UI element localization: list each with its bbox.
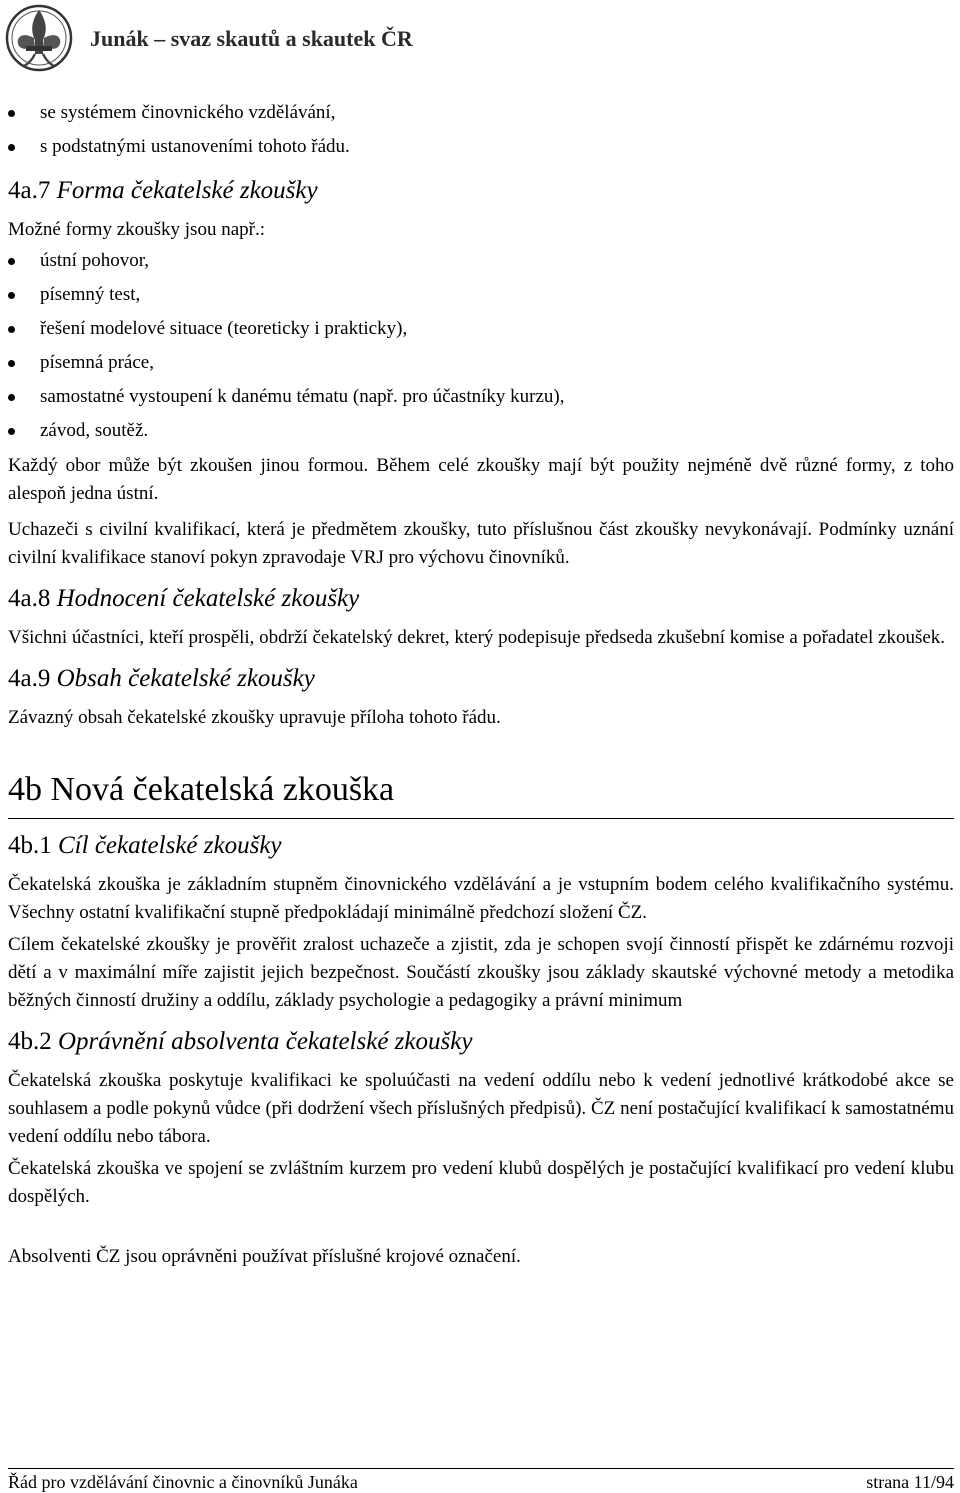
paragraph: Uchazeči s civilní kvalifikací, která je předmětem zkoušky, tuto příslušnou část zkoušky nevykonávají. Podmínky uznání civilní kvalifikace stanoví pokyn zpravodaje VRJ pro výchovu činovníků. [8,519,954,568]
spacer [8,1219,954,1239]
bullet-list-2 [8,244,954,448]
section-heading-4b1 [8,829,954,863]
list-item: závod, soutěž. [8,414,954,448]
list-item: písemná práce, [8,346,954,380]
paragraph: Závazný obsah čekatelské zkoušky upravuje příloha tohoto řádu. [8,707,501,728]
section-number: 4b.2 [8,1028,52,1055]
section-number: 4a.9 [8,665,51,692]
list-item: ústní pohovor, [8,244,954,278]
page-number: strana 11/94 [866,1472,954,1492]
paragraph: Všichni účastníci, kteří prospěli, obdrží čekatelský dekret, který podepisuje předseda zkušební komise a pořadatel zkoušek. [8,627,946,648]
fleur-de-lis-logo [4,2,74,78]
document-body [8,96,954,1279]
paragraph: Absolventi ČZ jsou oprávněni používat příslušné krojové označení. [8,1246,521,1267]
paragraph: Každý obor může být zkoušen jinou formou. Během celé zkoušky mají být použity nejméně dvě různé formy, z toho alespoň jedna ústní. [8,455,954,504]
paragraph: Cílem čekatelské zkoušky je prověřit zralost uchazeče a zjistit, zda je schopen svojí činností přispět ke zdárnému rozvoji dětí a v maximální míře zajistit jejich bezpečnost. Součástí zkoušky jsou základy skautské výchovné metody a metodika běžných činností družiny a oddílu, základy psychologie a pedagogiky a právní minimum [8,934,954,1011]
list-item: s podstatnými ustanoveními tohoto řádu. [8,130,954,164]
list-item: se systémem činovnického vzdělávání, [8,96,954,130]
list-item: písemný test, [8,278,954,312]
organization-name: Junák – svaz skautů a skautek ČR [90,26,413,51]
footer-document-title: Řád pro vzdělávání činovnic a činovníků Junáka [8,1472,358,1492]
section-title: Cíl čekatelské zkoušky [58,832,282,859]
paragraph: Čekatelská zkouška poskytuje kvalifikaci ke spoluúčasti na vedení oddílu nebo k vedení jednotlivé krátkodobé akce se souhlasem a podle pokynů vůdce (při dodržení všech příslušných předpisů). ČZ není postačující kvalifikací k samostatnému vedení oddílu nebo tábora. [8,1070,954,1147]
section-heading-4a7 [8,174,954,208]
page-header [0,0,960,86]
chapter-heading: 4b Nová čekatelská zkouška [8,768,954,819]
section-heading-4a8 [8,582,954,616]
paragraph: Možné formy zkoušky jsou např.: [8,219,265,240]
section-title: Obsah čekatelské zkoušky [56,665,315,692]
section-heading-4b2 [8,1025,954,1059]
page-footer [8,1468,954,1492]
section-heading-4a9 [8,662,954,696]
paragraph: Čekatelská zkouška ve spojení se zvláštním kurzem pro vedení klubů dospělých je postačující kvalifikací pro vedení klubu dospělých. [8,1158,954,1207]
section-number: 4b.1 [8,832,52,859]
paragraph: Čekatelská zkouška je základním stupněm činovnického vzdělávání a je vstupním bodem celého kvalifikačního systému. Všechny ostatní kvalifikační stupně předpokládají minimálně předchozí složení ČZ. [8,874,954,923]
section-number: 4a.7 [8,177,51,204]
section-title: Forma čekatelské zkoušky [56,177,318,204]
list-item: řešení modelové situace (teoreticky i prakticky), [8,312,954,346]
section-title: Hodnocení čekatelské zkoušky [56,585,360,612]
bullet-list-1 [8,96,954,164]
list-item: samostatné vystoupení k danému tématu (např. pro účastníky kurzu), [8,380,954,414]
section-title: Oprávnění absolventa čekatelské zkoušky [58,1028,473,1055]
section-number: 4a.8 [8,585,51,612]
